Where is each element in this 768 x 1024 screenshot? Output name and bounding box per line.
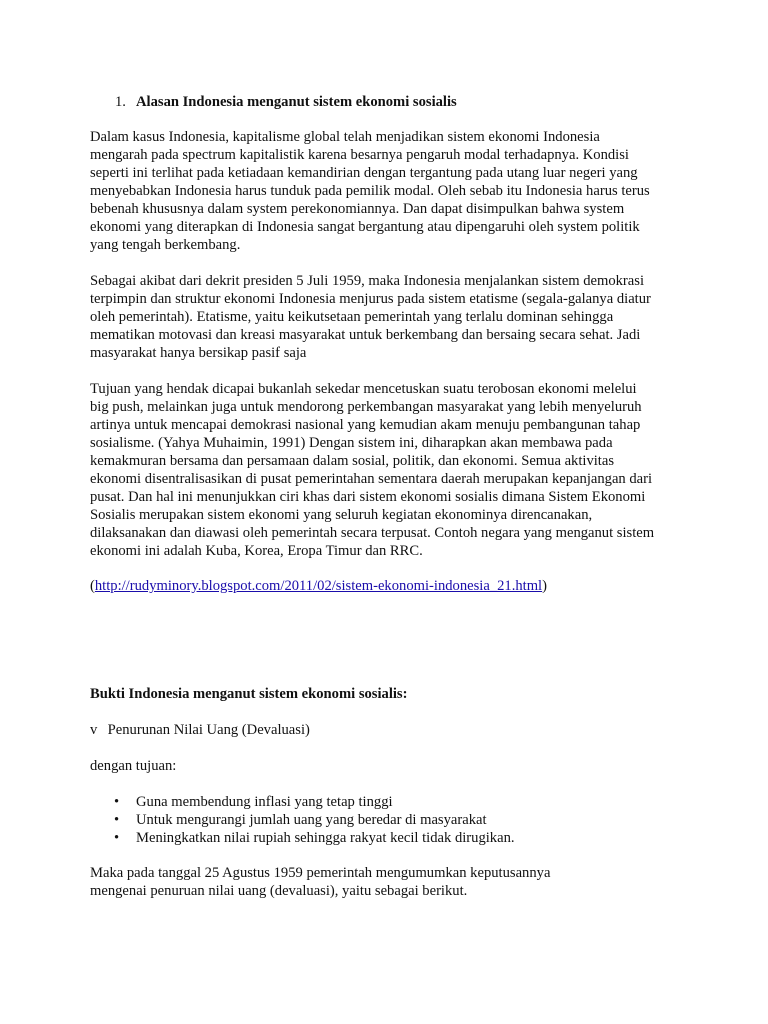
v-item-text: Penurunan Nilai Uang (Devaluasi): [107, 722, 310, 738]
paren-close: ): [542, 578, 547, 594]
list-item-text: Guna membendung inflasi yang tetap tinggi: [136, 794, 393, 810]
text-line: pusat. Dan hal ini menunjukkan ciri khas dari sistem ekonomi sosialis dimana Sistem Ekonomi: [90, 489, 646, 505]
text-line: menyebabkan Indonesia harus tunduk pada pemilik modal. Oleh sebab itu Indonesia harus terus: [90, 183, 650, 199]
text-line: ekonomi ini adalah Kuba, Korea, Eropa Timur dan RRC.: [90, 543, 423, 559]
text-line: big push, melainkan juga untuk mendorong perkembangan masyarakat yang lebih menyeluruh: [90, 399, 642, 415]
text-line: kemakmuran bersama dan persamaan dalam sosial, politik, dan ekonomi. Semua aktivitas: [90, 453, 615, 469]
bullet-icon: •: [114, 812, 120, 828]
text-line: bebenah khususnya dalam system perekonomiannya. Dan dapat disimpulkan bahwa system: [90, 201, 625, 217]
text-line: ekonomi yang diterapkan di Indonesia sangat bergantung atau dipengaruhi oleh system politik: [90, 219, 640, 235]
text-line: sosialisme. (Yahya Muhaimin, 1991) Dengan sistem ini, diharapkan akan membawa pada: [90, 435, 613, 451]
text-line: mengenai penuruan nilai uang (devaluasi), yaitu sebagai berikut.: [90, 883, 468, 899]
v-list-item: [90, 721, 690, 739]
paragraph-capitalism: [90, 128, 690, 254]
paragraph-tujuan: [90, 380, 690, 560]
text-line: oleh pemerintah). Etatisme, yaitu keikutsetaan pemerintah yang terlalu dominan sehingga: [90, 309, 614, 325]
text-line: mengarah pada spectrum kapitalistik karena besarnya pengaruh modal terhadapnya. Kondisi: [90, 147, 629, 163]
section2-heading: Bukti Indonesia menganut sistem ekonomi sosialis:: [90, 686, 408, 702]
paragraph-agustus: [90, 864, 690, 900]
paragraph-dekrit: [90, 272, 690, 362]
text-line: ekonomi disentralisasikan di pusat pemerintahan sementara daerah merupakan kepanjangan dari: [90, 471, 653, 487]
text-line: Sebagai akibat dari dekrit presiden 5 Juli 1959, maka Indonesia menjalankan sistem demokrasi: [90, 273, 645, 289]
v-bullet-mark: v: [90, 722, 98, 738]
paren-open: (: [90, 578, 95, 594]
bullet-list: [114, 793, 515, 847]
list-item: [114, 829, 515, 847]
text-line: Dalam kasus Indonesia, kapitalisme global telah menjadikan sistem ekonomi Indonesia: [90, 129, 600, 145]
text-line: seperti ini terlihat pada ketiadaan kemandirian dengan tergantung pada utang luar negeri yang: [90, 165, 638, 181]
text-line: Sosialis merupakan sistem ekonomi yang seluruh kegiatan ekonominya direncanakan,: [90, 507, 593, 523]
text-line: mematikan motovasi dan kreasi masyarakat untuk berkembang dan bersaing secara sehat. Jadi: [90, 327, 641, 343]
section-heading: Alasan Indonesia menganut sistem ekonomi sosialis: [136, 94, 457, 110]
bullet-icon: •: [114, 794, 120, 810]
source-link[interactable]: http://rudyminory.blogspot.com/2011/02/sistem-ekonomi-indonesia_21.html: [94, 578, 543, 594]
text-line: Maka pada tanggal 25 Agustus 1959 pemerintah mengumumkan keputusannya: [90, 865, 551, 881]
source-citation: [90, 577, 690, 595]
text-line: Tujuan yang hendak dicapai bukanlah sekedar mencetuskan suatu terobosan ekonomi melelui: [90, 381, 637, 397]
intro-text: dengan tujuan:: [90, 758, 177, 774]
section-number: 1.: [115, 94, 126, 110]
text-line: yang tengah berkembang.: [90, 237, 241, 253]
text-line: dilaksanakan dan diawasi oleh pemerintah secara terpusat. Contoh negara yang menganut sistem: [90, 525, 655, 541]
text-line: masyarakat hanya bersikap pasif saja: [90, 345, 307, 361]
bullet-icon: •: [114, 830, 120, 846]
text-line: artinya untuk mencapai demokrasi nasional yang kemudian akam menuju pembangunan tahap: [90, 417, 641, 433]
list-item: [114, 793, 515, 811]
list-item-text: Untuk mengurangi jumlah uang yang beredar di masyarakat: [136, 812, 487, 828]
list-item-text: Meningkatkan nilai rupiah sehingga rakyat kecil tidak dirugikan.: [136, 830, 515, 846]
text-line: terpimpin dan struktur ekonomi Indonesia menjurus pada sistem etatisme (segala-galanya diatur: [90, 291, 651, 307]
list-item: [114, 811, 515, 829]
